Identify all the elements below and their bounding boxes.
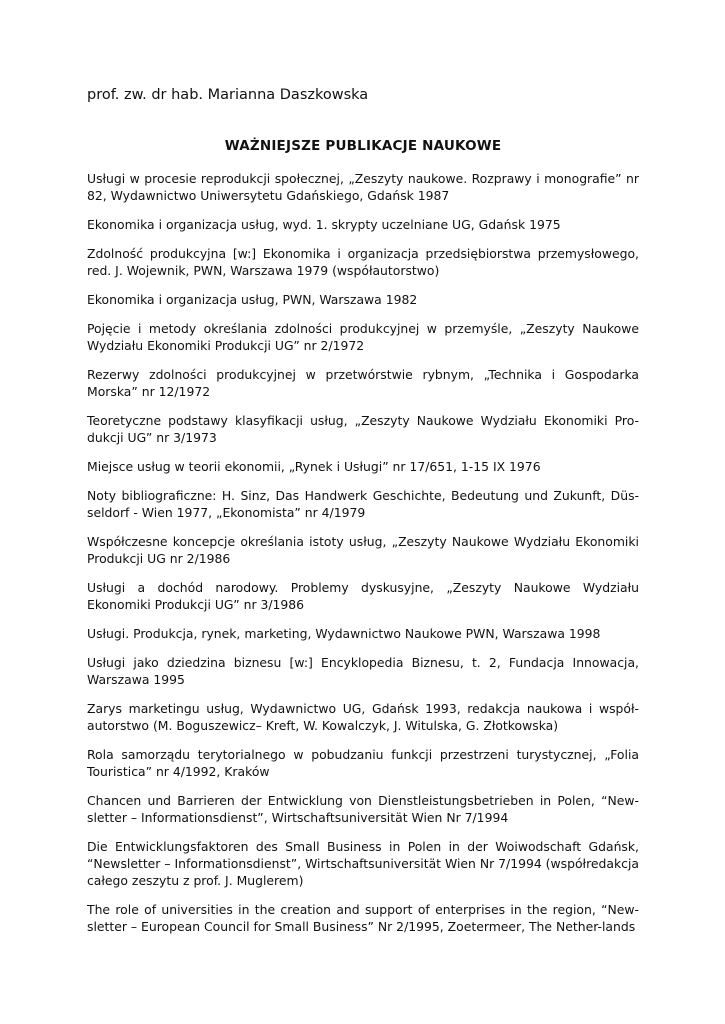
publication-item: Usługi. Produkcja, rynek, marketing, Wydawnictwo Naukowe PWN, Warszawa 1998 bbox=[87, 626, 601, 641]
publication-item: Miejsce usług w teorii ekonomii, „Rynek i Usługi” nr 17/651, 1-15 IX 1976 bbox=[87, 459, 541, 474]
publication-item: Pojęcie i metody określania zdolności produkcyjnej w przemyśle, „Zeszyty Naukowe Wydziału Ekonomiki Produkcji UG” nr 2/1972 bbox=[87, 321, 639, 353]
publication-list bbox=[87, 170, 639, 947]
publication-item: Teoretyczne podstawy klasyfikacji usług, „Zeszyty Naukowe Wydziału Ekonomiki Pro-dukcji UG” nr 3/1973 bbox=[87, 413, 639, 445]
publication-item: The role of universities in the creation and support of enterprises in the region, “New-sletter – European Council for Small Business” Nr 2/1995, Zoetermeer, The Nether-lands bbox=[87, 902, 639, 934]
section-heading: WAŻNIEJSZE PUBLIKACJE NAUKOWE bbox=[224, 138, 502, 154]
publication-item: Ekonomika i organizacja usług, wyd. 1. skrypty uczelniane UG, Gdańsk 1975 bbox=[87, 217, 561, 232]
publication-item: Ekonomika i organizacja usług, PWN, Warszawa 1982 bbox=[87, 292, 418, 307]
publication-item: Rola samorządu terytorialnego w pobudzaniu funkcji przestrzeni turystycznej, „Folia Touristica” nr 4/1992, Kraków bbox=[87, 747, 639, 779]
publication-item: Die Entwicklungsfaktoren des Small Business in Polen in der Woiwodschaft Gdańsk, “Newsletter – Informationsdienst”, Wirtschaftsuniversität Wien Nr 7/1994 (współredakcja całego zeszytu z prof. J. Muglerem) bbox=[87, 839, 639, 888]
publication-item: Usługi a dochód narodowy. Problemy dyskusyjne, „Zeszyty Naukowe Wydziału Ekonomiki Produkcji UG” nr 3/1986 bbox=[87, 580, 639, 612]
publication-item: Usługi w procesie reprodukcji społecznej, „Zeszyty naukowe. Rozprawy i monografie” nr 82, Wydawnictwo Uniwersytetu Gdańskiego, Gdańsk 1987 bbox=[87, 171, 639, 203]
publication-item: Współczesne koncepcje określania istoty usług, „Zeszyty Naukowe Wydziału Ekonomiki Produkcji UG nr 2/1986 bbox=[87, 534, 639, 566]
publication-item: Usługi jako dziedzina biznesu [w:] Encyklopedia Biznesu, t. 2, Fundacja Innowacja, Warszawa 1995 bbox=[87, 655, 639, 687]
publication-item: Zarys marketingu usług, Wydawnictwo UG, Gdańsk 1993, redakcja naukowa i współ-autorstwo (M. Boguszewicz– Kreft, W. Kowalczyk, J. Witulska, G. Złotkowska) bbox=[87, 701, 639, 733]
publication-item: Rezerwy zdolności produkcyjnej w przetwórstwie rybnym, „Technika i Gospodarka Morska” nr 12/1972 bbox=[87, 367, 639, 399]
publication-item: Zdolność produkcyjna [w:] Ekonomika i organizacja przedsiębiorstwa przemysłowego, red. J. Wojewnik, PWN, Warszawa 1979 (współautorstwo) bbox=[87, 246, 639, 278]
publication-item: Noty bibliograficzne: H. Sinz, Das Handwerk Geschichte, Bedeutung und Zukunft, Düs-seldorf - Wien 1977, „Ekonomista” nr 4/1979 bbox=[87, 488, 639, 520]
author-name: prof. zw. dr hab. Marianna Daszkowska bbox=[87, 87, 369, 103]
publication-item: Chancen und Barrieren der Entwicklung von Dienstleistungsbetrieben in Polen, “New-sletter – Informationsdienst”, Wirtschaftsuniversität Wien Nr 7/1994 bbox=[87, 793, 639, 825]
